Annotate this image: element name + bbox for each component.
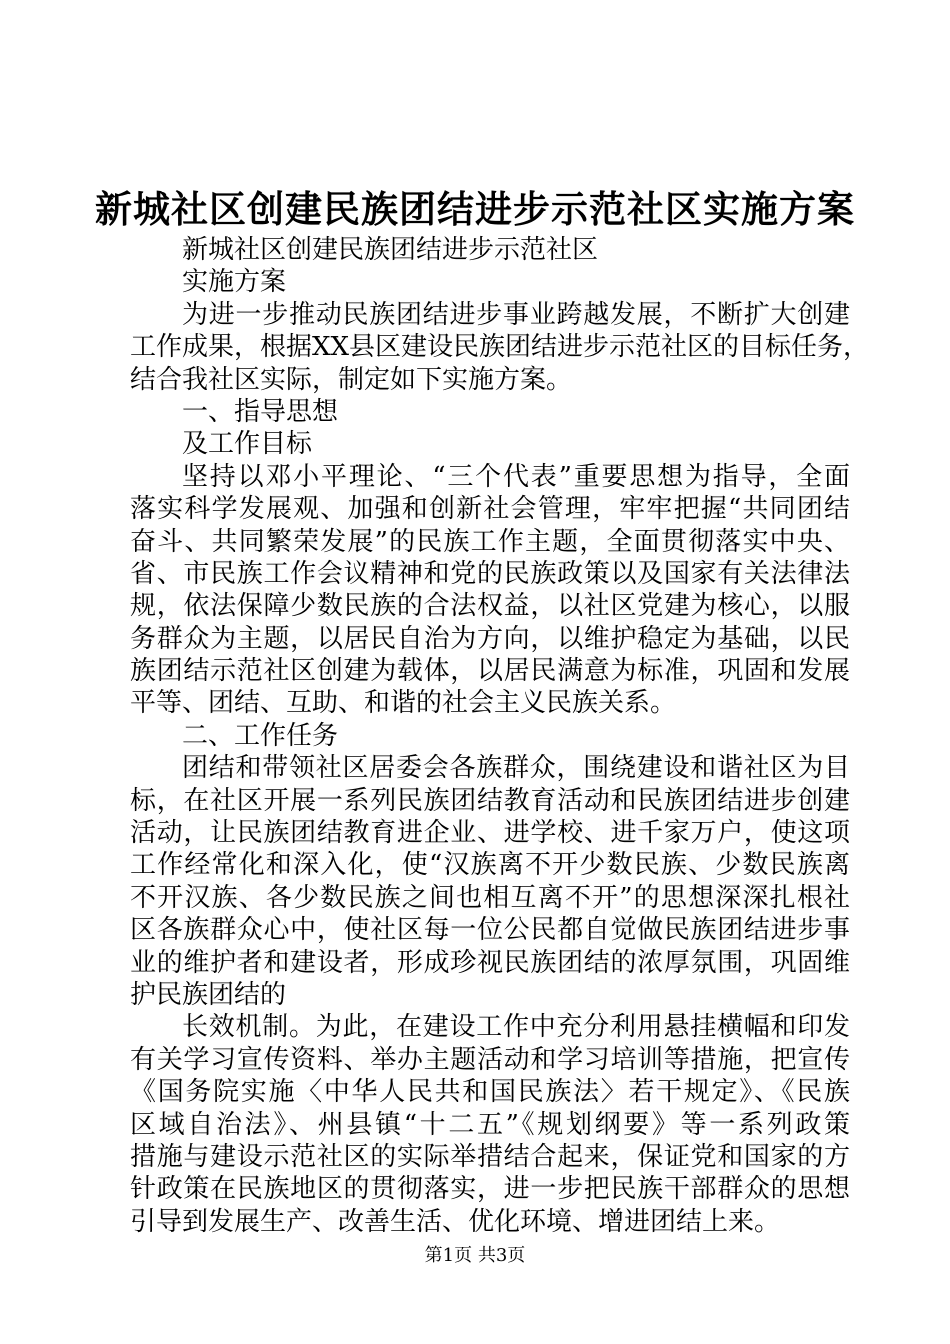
body-line: 为进一步推动民族团结进步事业跨越发展，不断扩大创建 — [182, 299, 850, 330]
body-line: 《国务院实施〈中华人民共和国民族法〉若干规定》、《民族 — [130, 1077, 850, 1108]
document-body — [130, 234, 870, 1238]
body-line: 族团结示范社区创建为载体，以居民满意为标准，巩固和发展 — [130, 656, 850, 687]
body-line: 活动，让民族团结教育进企业、进学校、进千家万户，使这项 — [130, 818, 850, 849]
body-line: 业的维护者和建设者，形成珍视民族团结的浓厚氛围，巩固维 — [130, 947, 850, 978]
body-line: 引导到发展生产、改善生活、优化环境、增进团结上来。 — [130, 1206, 781, 1237]
body-line: 工作经常化和深入化，使“汉族离不开少数民族、少数民族离 — [130, 850, 850, 881]
body-line: 有关学习宣传资料、举办主题活动和学习培训等措施，把宣传 — [130, 1044, 850, 1075]
page-footer: 第1页 共3页 — [424, 1245, 526, 1266]
body-line: 不开汉族、各少数民族之间也相互离不开”的思想深深扎根社 — [130, 882, 850, 913]
section-heading: 一、指导思想 — [182, 396, 339, 427]
body-line: 长效机制。为此，在建设工作中充分利用悬挂横幅和印发 — [182, 1012, 850, 1043]
body-line: 务群众为主题，以居民自治为方向，以维护稳定为基础，以民 — [130, 623, 850, 654]
body-line: 规，依法保障少数民族的合法权益，以社区党建为核心，以服 — [130, 591, 850, 622]
body-line: 落实科学发展观、加强和创新社会管理，牢牢把握“共同团结 — [130, 494, 850, 525]
body-line: 坚持以邓小平理论、“三个代表”重要思想为指导，全面 — [182, 461, 850, 492]
body-line: 平等、团结、互助、和谐的社会主义民族关系。 — [130, 688, 677, 719]
body-line: 针政策在民族地区的贯彻落实，进一步把民族干部群众的思想 — [130, 1174, 850, 1205]
body-line: 标，在社区开展一系列民族团结教育活动和民族团结进步创建 — [130, 785, 850, 816]
body-line: 实施方案 — [182, 267, 287, 298]
body-line: 区各族群众心中，使社区每一位公民都自觉做民族团结进步事 — [130, 915, 850, 946]
section-heading: 及工作目标 — [182, 429, 313, 460]
body-line: 措施与建设示范社区的实际举措结合起来，保证党和国家的方 — [130, 1141, 850, 1172]
document-title: 新城社区创建民族团结进步示范社区实施方案 — [95, 187, 855, 231]
body-line: 省、市民族工作会议精神和党的民族政策以及国家有关法律法 — [130, 558, 850, 589]
body-line: 团结和带领社区居委会各族群众，围绕建设和谐社区为目 — [182, 753, 850, 784]
body-line: 工作成果，根据XX县区建设民族团结进步示范社区的目标任务， — [130, 332, 870, 363]
body-line: 奋斗、共同繁荣发展”的民族工作主题，全面贯彻落实中央、 — [130, 526, 850, 557]
body-line: 护民族团结的 — [130, 979, 287, 1010]
section-heading: 二、工作任务 — [182, 720, 339, 751]
body-line: 结合我社区实际，制定如下实施方案。 — [130, 364, 573, 395]
body-line: 新城社区创建民族团结进步示范社区 — [182, 235, 599, 265]
body-line: 区域自治法》、州县镇“十二五”《规划纲要》等一系列政策 — [130, 1109, 850, 1140]
